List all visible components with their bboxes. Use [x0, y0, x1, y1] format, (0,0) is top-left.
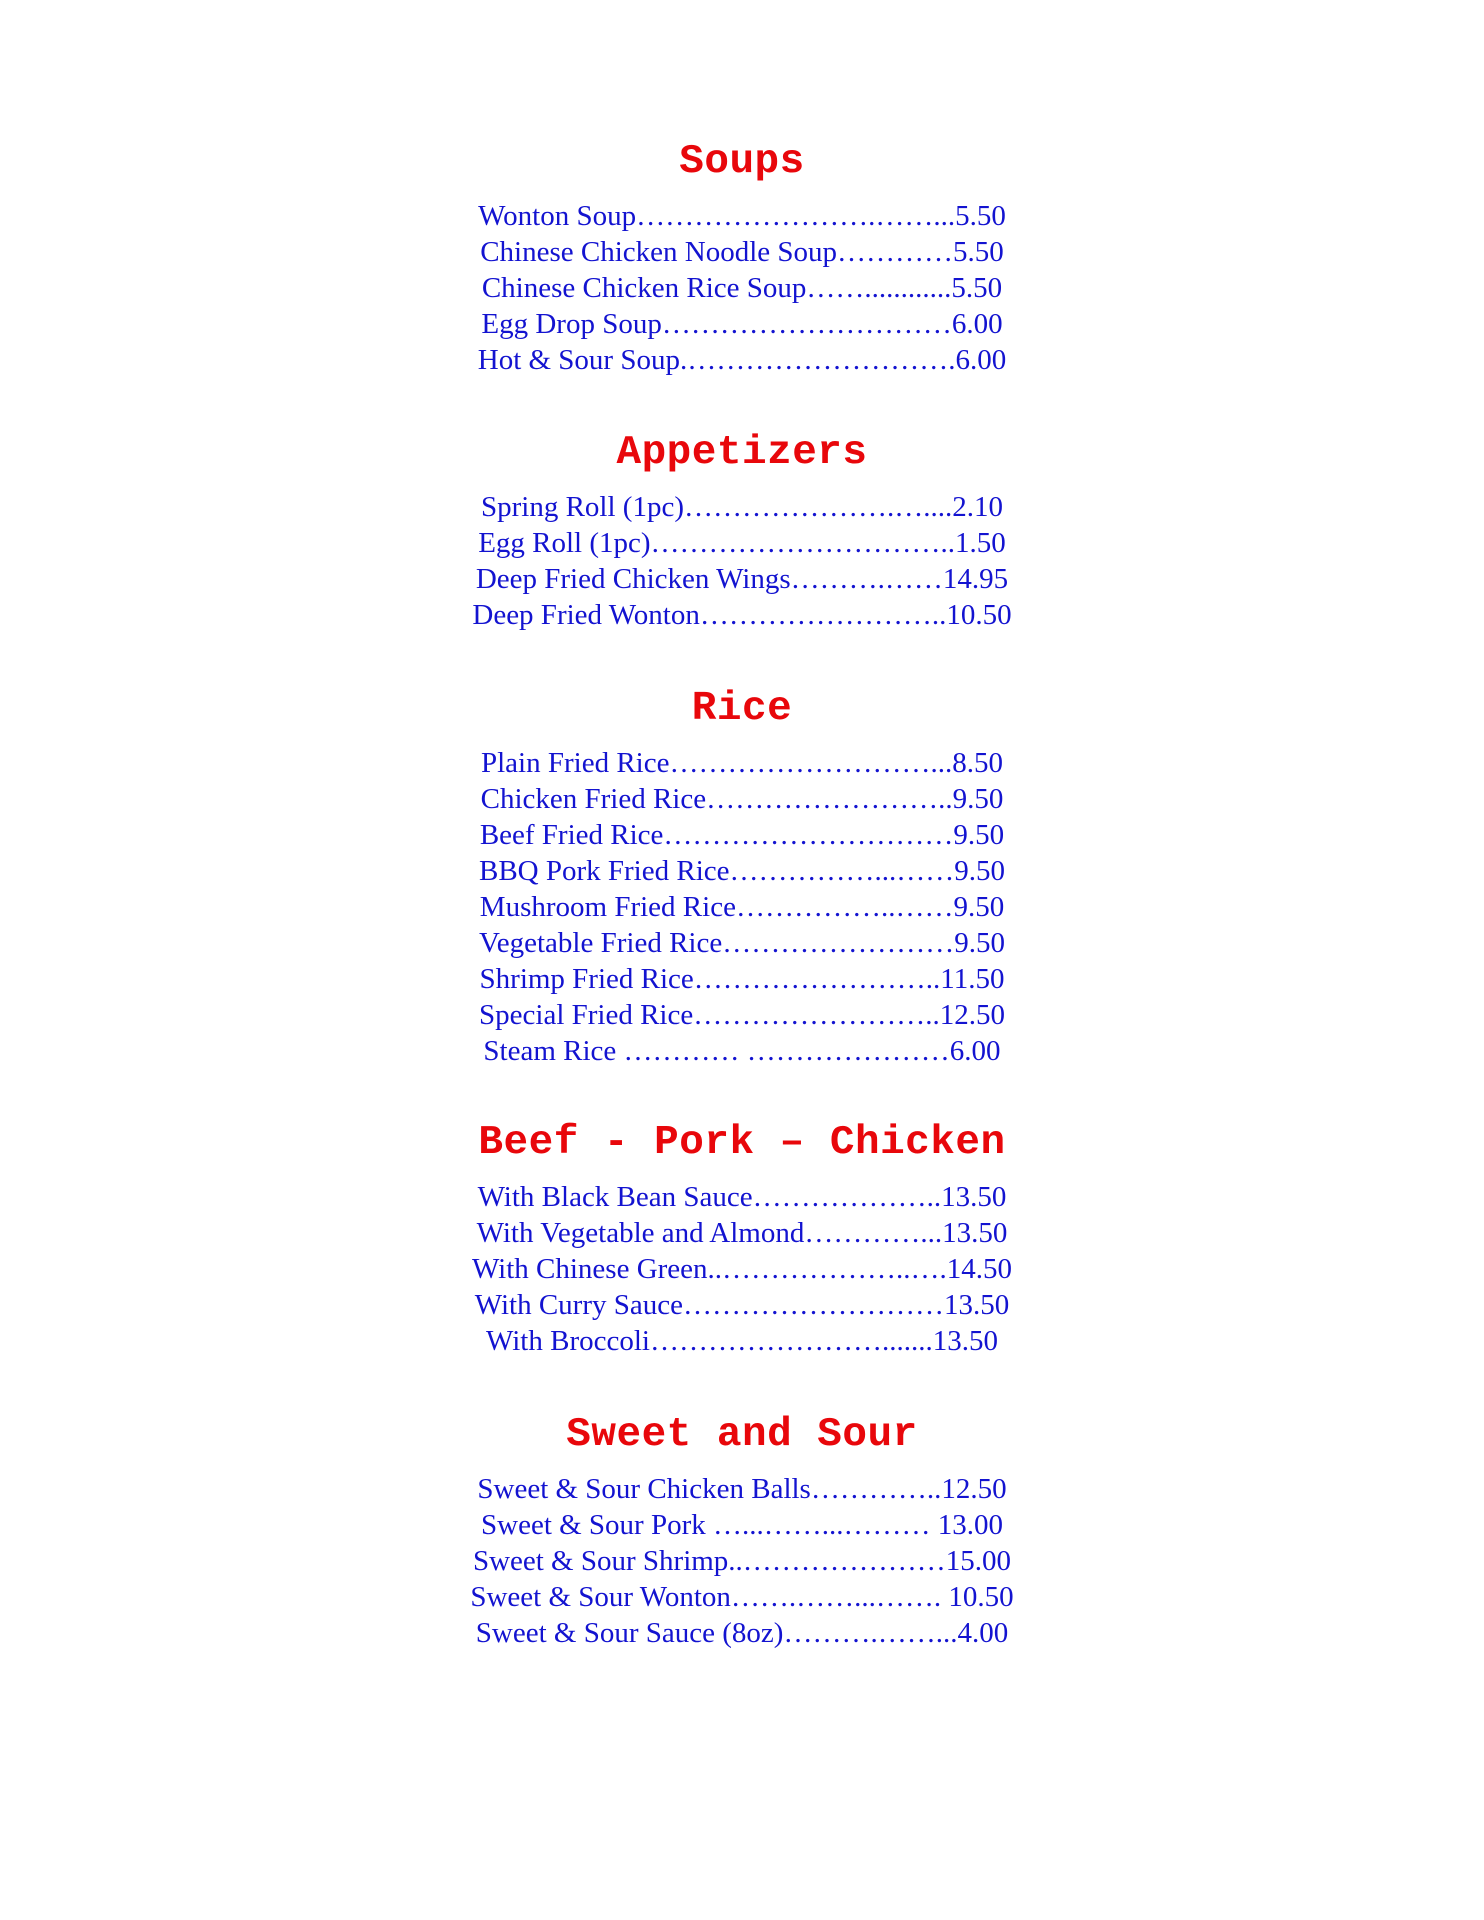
menu-item: Steam Rice ………… …………………6.00: [483, 1035, 1001, 1067]
menu-item: Sweet & Sour Shrimp..…………………15.00: [472, 1545, 1012, 1577]
item-list-soups: [0, 198, 1484, 378]
section-appetizers: [0, 427, 1484, 633]
section-title-rice: Rice: [691, 686, 793, 732]
menu-item: Mushroom Fried Rice……………..……9.50: [479, 891, 1005, 923]
menu-item: Vegetable Fried Rice……………………9.50: [479, 927, 1005, 959]
item-list-sweet-and-sour: [0, 1471, 1484, 1651]
item-list-appetizers: [0, 489, 1484, 633]
menu-item: Egg Roll (1pc)…………………………..1.50: [478, 527, 1006, 559]
menu-item: Shrimp Fried Rice……………………..11.50: [479, 963, 1005, 995]
menu-item: Sweet & Sour Pork …...……...……… 13.00: [481, 1509, 1003, 1541]
menu-item: Special Fried Rice……………………..12.50: [479, 999, 1005, 1031]
item-list-beef-pork-chicken: [0, 1179, 1484, 1359]
menu-item: Hot & Sour Soup.……………………….6.00: [477, 344, 1007, 376]
menu-item: Deep Fried Chicken Wings……….……14.95: [475, 563, 1009, 595]
menu-item: Sweet & Sour Chicken Balls…………..12.50: [477, 1473, 1007, 1505]
menu-item: Beef Fried Rice…………………………9.50: [479, 819, 1005, 851]
menu-item: Plain Fried Rice………………………...8.50: [481, 747, 1003, 779]
section-title-beef-pork-chicken: Beef - Pork – Chicken: [478, 1120, 1006, 1166]
item-list-rice: [0, 745, 1484, 1069]
menu-item: Sweet & Sour Wonton…….……...……. 10.50: [470, 1581, 1014, 1613]
menu-item: BBQ Pork Fried Rice……………...……9.50: [478, 855, 1006, 887]
menu-item: With Chinese Green..………………..….14.50: [471, 1253, 1013, 1285]
section-soups: [0, 136, 1484, 378]
menu-item: Chicken Fried Rice……………………..9.50: [480, 783, 1004, 815]
menu-item: Chinese Chicken Rice Soup……............5.50: [481, 272, 1003, 304]
menu-item: With Vegetable and Almond…………...13.50: [476, 1217, 1008, 1249]
menu-item: Wonton Soup…………………….……...5.50: [478, 200, 1006, 232]
menu-item: Sweet & Sour Sauce (8oz)……….……...4.00: [475, 1617, 1009, 1649]
menu-item: Chinese Chicken Noodle Soup…………5.50: [480, 236, 1004, 268]
menu-item: With Black Bean Sauce………………..13.50: [477, 1181, 1007, 1213]
menu-item: With Curry Sauce………………………13.50: [474, 1289, 1010, 1321]
section-sweet-and-sour: [0, 1409, 1484, 1651]
section-rice: [0, 683, 1484, 1069]
menu-item: With Broccoli…………………….......13.50: [486, 1325, 998, 1357]
section-title-soups: Soups: [679, 139, 805, 185]
menu-item: Deep Fried Wonton……………………..10.50: [472, 599, 1012, 631]
menu-item: Egg Drop Soup…………………………6.00: [481, 308, 1003, 340]
section-beef-pork-chicken: [0, 1117, 1484, 1359]
section-title-sweet-and-sour: Sweet and Sour: [566, 1412, 918, 1458]
section-title-appetizers: Appetizers: [616, 430, 868, 476]
menu-item: Spring Roll (1pc)………………….…....2.10: [481, 491, 1003, 523]
